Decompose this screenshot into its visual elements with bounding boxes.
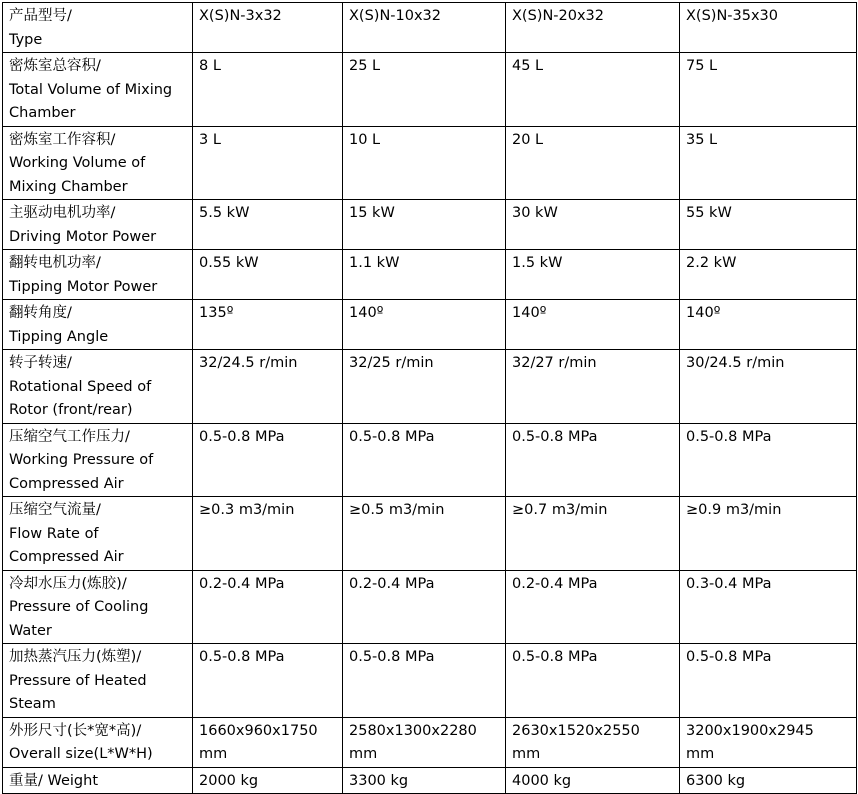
table-cell: 0.5-0.8 MPa: [343, 644, 506, 718]
table-cell: 2000 kg: [193, 767, 343, 794]
table-cell: ≥0.9 m3/min: [680, 497, 857, 571]
table-row: [3, 53, 857, 127]
table-row: [3, 767, 857, 794]
table-cell: 2580x1300x2280 mm: [343, 717, 506, 767]
table-cell: 8 L: [193, 53, 343, 127]
table-cell: 0.5-0.8 MPa: [506, 423, 680, 497]
table-cell: 32/24.5 r/min: [193, 350, 343, 424]
table-cell: 0.3-0.4 MPa: [680, 570, 857, 644]
table-cell: 4000 kg: [506, 767, 680, 794]
table-cell: 25 L: [343, 53, 506, 127]
table-cell: 0.55 kW: [193, 250, 343, 300]
table-row: [3, 250, 857, 300]
table-cell: ≥0.7 m3/min: [506, 497, 680, 571]
table-cell: 30 kW: [506, 200, 680, 250]
table-cell: 1660x960x1750 mm: [193, 717, 343, 767]
table-cell: 0.5-0.8 MPa: [343, 423, 506, 497]
table-cell: 135º: [193, 300, 343, 350]
table-header-row: [3, 3, 857, 53]
table-cell: 140º: [343, 300, 506, 350]
table-row: [3, 570, 857, 644]
table-cell: 3 L: [193, 126, 343, 200]
table-cell: 10 L: [343, 126, 506, 200]
table-row: [3, 717, 857, 767]
header-cell: X(S)N-3x32: [193, 3, 343, 53]
row-label: 翻转电机功率/ Tipping Motor Power: [3, 250, 193, 300]
table-cell: 1.5 kW: [506, 250, 680, 300]
table-cell: 55 kW: [680, 200, 857, 250]
table-cell: 20 L: [506, 126, 680, 200]
table-row: [3, 644, 857, 718]
row-label: 密炼室工作容积/ Working Volume of Mixing Chamber: [3, 126, 193, 200]
table-row: [3, 200, 857, 250]
row-label: 翻转角度/ Tipping Angle: [3, 300, 193, 350]
table-cell: 35 L: [680, 126, 857, 200]
table-cell: ≥0.5 m3/min: [343, 497, 506, 571]
table-cell: 0.2-0.4 MPa: [193, 570, 343, 644]
row-label: 转子转速/ Rotational Speed of Rotor (front/rear): [3, 350, 193, 424]
header-cell: 产品型号/ Type: [3, 3, 193, 53]
header-cell: X(S)N-20x32: [506, 3, 680, 53]
table-cell: 30/24.5 r/min: [680, 350, 857, 424]
table-cell: 1.1 kW: [343, 250, 506, 300]
table-row: [3, 423, 857, 497]
table-cell: 3200x1900x2945 mm: [680, 717, 857, 767]
table-cell: 75 L: [680, 53, 857, 127]
table-cell: 140º: [506, 300, 680, 350]
table-row: [3, 126, 857, 200]
table-cell: 5.5 kW: [193, 200, 343, 250]
header-cell: X(S)N-35x30: [680, 3, 857, 53]
table-cell: 0.5-0.8 MPa: [506, 644, 680, 718]
table-row: [3, 300, 857, 350]
row-label: 冷却水压力(炼胶)/ Pressure of Cooling Water: [3, 570, 193, 644]
table-cell: 0.5-0.8 MPa: [680, 423, 857, 497]
table-cell: 2.2 kW: [680, 250, 857, 300]
table-cell: 6300 kg: [680, 767, 857, 794]
table-cell: 0.5-0.8 MPa: [193, 423, 343, 497]
table-cell: 0.2-0.4 MPa: [343, 570, 506, 644]
row-label: 加热蒸汽压力(炼塑)/ Pressure of Heated Steam: [3, 644, 193, 718]
table-cell: 0.2-0.4 MPa: [506, 570, 680, 644]
table-row: [3, 350, 857, 424]
row-label: 压缩空气工作压力/ Working Pressure of Compressed Air: [3, 423, 193, 497]
table-cell: 2630x1520x2550 mm: [506, 717, 680, 767]
row-label: 密炼室总容积/ Total Volume of Mixing Chamber: [3, 53, 193, 127]
table-cell: 3300 kg: [343, 767, 506, 794]
row-label: 压缩空气流量/ Flow Rate of Compressed Air: [3, 497, 193, 571]
spec-table: [2, 2, 857, 794]
row-label: 外形尺寸(长*宽*高)/ Overall size(L*W*H): [3, 717, 193, 767]
row-label: 主驱动电机功率/ Driving Motor Power: [3, 200, 193, 250]
table-cell: 32/25 r/min: [343, 350, 506, 424]
row-label: 重量/ Weight: [3, 767, 193, 794]
header-cell: X(S)N-10x32: [343, 3, 506, 53]
table-cell: 32/27 r/min: [506, 350, 680, 424]
table-cell: 0.5-0.8 MPa: [193, 644, 343, 718]
table-cell: 0.5-0.8 MPa: [680, 644, 857, 718]
table-cell: ≥0.3 m3/min: [193, 497, 343, 571]
table-row: [3, 497, 857, 571]
table-cell: 45 L: [506, 53, 680, 127]
table-cell: 15 kW: [343, 200, 506, 250]
table-cell: 140º: [680, 300, 857, 350]
